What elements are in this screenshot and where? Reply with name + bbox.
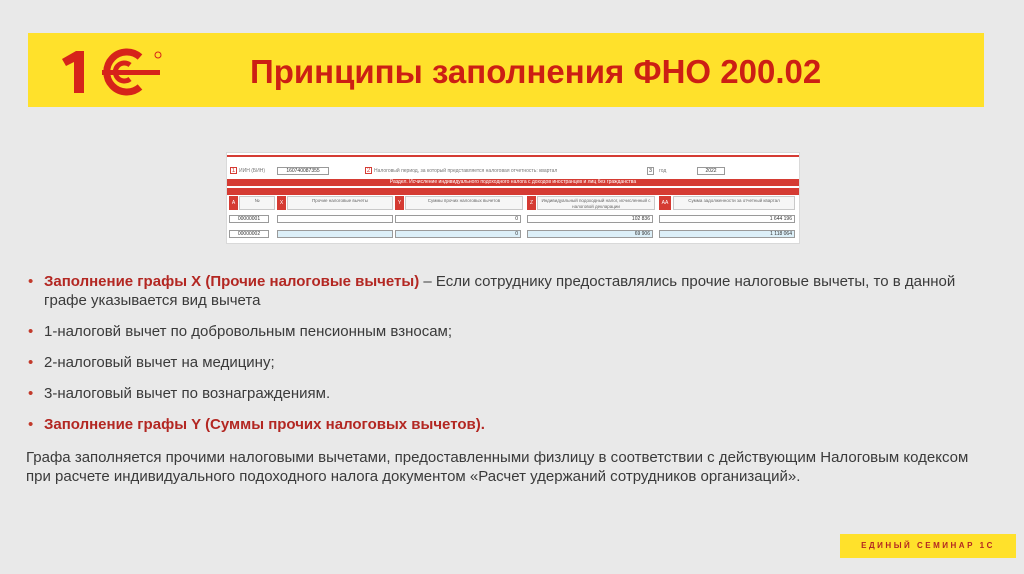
seminar-badge: ЕДИНЫЙ СЕМИНАР 1С <box>840 534 1016 558</box>
row-1-aa: 1 644 196 <box>659 215 795 223</box>
bullet-dot-icon: • <box>28 273 34 290</box>
bullet-y-highlight: Заполнение графы Y (Суммы прочих налоговых вычетов). <box>44 416 485 433</box>
row-2-y: 0 <box>395 230 521 238</box>
bullet-1-text: 1-налоговй вычет по добровольным пенсионным взносам; <box>44 323 453 340</box>
bullet-3-text: 3-налоговый вычет по вознаграждениям. <box>44 385 331 402</box>
iin-mark: 1 <box>231 168 236 174</box>
row-2-num: 00000002 <box>229 230 269 238</box>
bullet-item-3 <box>26 384 994 403</box>
col-z-letter: Z <box>527 196 536 210</box>
bullet-item-2 <box>26 353 994 372</box>
col-y-label: Суммы прочих налоговых вычетов <box>405 196 523 210</box>
row-1-num: 00000001 <box>229 215 269 223</box>
col-x-letter: X <box>277 196 286 210</box>
section-subbar <box>227 188 799 195</box>
row-2-x <box>277 230 393 238</box>
bullet-2-text: 2-налоговый вычет на медицину; <box>44 354 275 371</box>
col-a-letter: A <box>229 196 238 210</box>
bullet-x-text: – Если сотруднику предоставлялись прочие налоговые вычеты, то в данной графе указывается вид вычета <box>44 273 956 309</box>
period-mark: 2 <box>366 168 371 174</box>
bullet-dot-icon: • <box>28 385 34 402</box>
col-x-label: Прочие налоговые вычеты <box>287 196 393 210</box>
bullet-item-y <box>26 415 994 434</box>
bullet-item-1 <box>26 322 994 341</box>
quarter-mark: 3 <box>647 167 654 175</box>
row-2-aa: 1 118 064 <box>659 230 795 238</box>
bullet-dot-icon: • <box>28 416 34 433</box>
bullet-dot-icon: • <box>28 354 34 371</box>
row-1-y: 0 <box>395 215 521 223</box>
year-value: 2022 <box>697 167 725 175</box>
form-top-line <box>227 155 799 157</box>
bullet-list <box>26 272 994 440</box>
col-aa-letter: AA <box>659 196 671 210</box>
col-a-label: № <box>239 196 275 210</box>
year-label: год <box>659 168 667 174</box>
col-z-label: Индивидуальный подоходный налог, исчисленный с налоговой декларации <box>537 196 655 210</box>
form-screenshot <box>226 152 800 244</box>
row-1-z: 102 836 <box>527 215 653 223</box>
1c-logo-icon <box>58 47 168 97</box>
period-label: Налоговый период, за который представляется налоговая отчетность: квартал <box>374 168 558 174</box>
iin-value: 160740087355 <box>277 167 329 175</box>
iin-label: ИИН (БИН) <box>239 168 266 174</box>
header-bar <box>28 33 984 107</box>
bullet-dot-icon: • <box>28 323 34 340</box>
bullet-x-highlight: Заполнение графы X (Прочие налоговые вычеты) <box>44 273 420 290</box>
page-title: Принципы заполнения ФНО 200.02 <box>250 53 822 90</box>
col-aa-label: Сумма задолженности за отчетный квартал <box>673 196 795 210</box>
row-2-z: 69 906 <box>527 230 653 238</box>
explanation-paragraph: Графа заполняется прочими налоговыми вычетами, предоставленными физлицу в соответствии с действующим Налоговым кодексом при расчете индивидуального подоходного налога документом «Расчет удержаний сотрудников организаций». <box>26 449 969 485</box>
col-y-letter: Y <box>395 196 404 210</box>
section-title: Раздел. Исчисление индивидуального подоходного налога с доходов иностранцев и лиц без гражданства <box>227 179 799 186</box>
bullet-item-x <box>26 272 994 310</box>
row-1-x <box>277 215 393 223</box>
